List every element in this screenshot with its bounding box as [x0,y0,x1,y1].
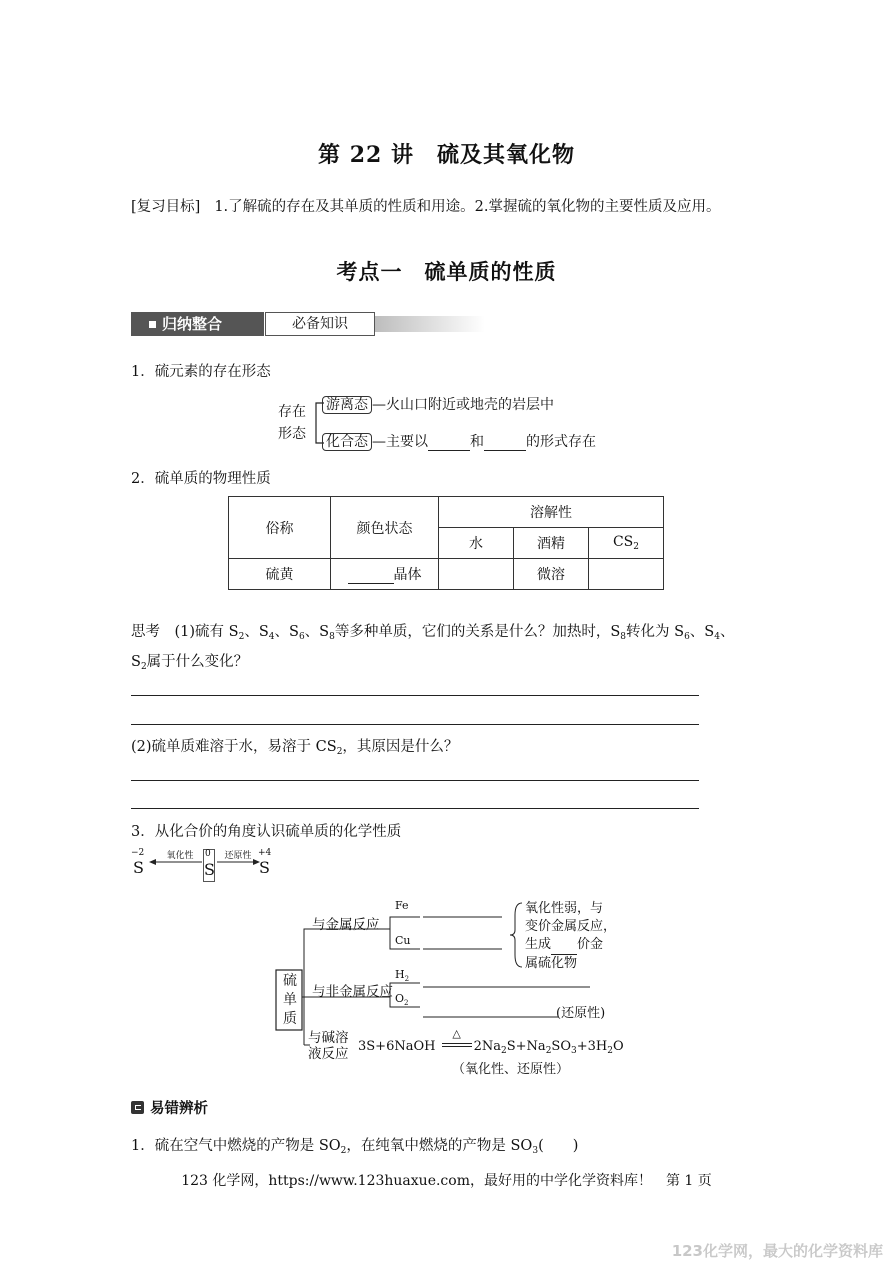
banner-fade [375,316,485,332]
review-goal-text: 1.了解硫的存在及其单质的性质和用途。2.掌握硫的氧化物的主要性质及应用。 [214,199,721,215]
item1-free-row: 游离态 —火山口附近或地壳的岩层中 [322,394,554,414]
page-title: 第 22 讲 硫及其氧化物 [318,142,575,168]
answer-line-2 [131,724,699,725]
answer-line-4 [131,808,699,809]
td-state: 晶体 [331,559,439,590]
h2-label: $H_2$ [395,968,410,983]
th-cs2: $CS_2$ [589,528,664,559]
review-goal-tag: [复习目标] [131,199,201,215]
blank-2 [484,434,526,451]
center-sulfur: 硫 单 质 [283,973,297,1027]
s-right-charge: +4 [258,848,272,858]
review-goal [131,195,721,216]
item1-heading: 1．硫元素的存在形态 [131,364,271,380]
section-banner [131,312,486,338]
branch-nonmetal: 与非金属反应 [312,984,393,1000]
combined-state-box: 化合态 [322,433,372,451]
answer-line-1 [131,695,699,696]
square-icon [149,321,156,328]
th-solubility: 溶解性 [439,497,664,528]
s-mid-charge: 0 [205,849,211,859]
page-footer: 123 化学网，https://www.123huaxue.com，最好用的中学化学资料库！ 第 1 页 [181,1173,712,1189]
item3-heading: 3．从化合价的角度认识硫单质的化学性质 [131,824,402,840]
sulfur-properties-table [228,496,664,590]
td-name: 硫黄 [229,559,331,590]
pitfall-q1: 1．硫在空气中燃烧的产物是 $SO_2$，在纯氧中燃烧的产物是 $SO_3$( ) [131,1138,579,1156]
s-left: S [133,858,144,877]
heat-arrow: △ [440,1039,474,1054]
s-right: S [259,858,270,877]
left-arrow [148,858,203,866]
arrow-left-label: 氧化性 [166,851,194,861]
td-alcohol: 微溶 [514,559,589,590]
cu-label: Cu [395,934,411,947]
branch-base: 与碱溶 液反应 [308,1030,349,1062]
metal-note: 氧化性弱，与 变价金属反应， 生成 价金 属硫化物 [525,901,617,971]
th-water: 水 [439,528,514,559]
item1-left-top: 存在 [278,404,306,420]
answer-line-3 [131,780,699,781]
th-alcohol: 酒精 [514,528,589,559]
item1-left-bottom: 形态 [278,426,306,442]
th-name: 俗称 [229,497,331,559]
section-title: 考点一 硫单质的性质 [336,259,557,284]
think-q2: (2)硫单质难溶于水，易溶于 $CS_2$，其原因是什么？ [131,739,459,757]
s-left-charge: −2 [131,848,145,858]
banner-dark-label: 归纳整合 [131,312,264,336]
watermark: 123化学网，最大的化学资料库 [671,1242,883,1260]
pitfall-icon [131,1101,144,1114]
th-state: 颜色状态 [331,497,439,559]
td-cs2 [589,559,664,590]
think-q1-line2: $S_2$属于什么变化？ [131,654,249,672]
blank-1 [428,434,470,451]
o2-label: $O_2$ [395,992,409,1007]
td-water [439,559,514,590]
free-state-box: 游离态 [322,396,372,414]
item1-comb-row: 化合态 —主要以 和 的形式存在 [322,431,596,451]
pitfall-heading: 易错辨析 [131,1097,208,1118]
branch-metal: 与金属反应 [312,917,380,933]
fe-label: Fe [395,899,409,912]
arrow-right-label: 还原性 [224,851,252,861]
free-state-text: 火山口附近或地壳的岩层中 [386,397,554,413]
item2-heading: 2．硫单质的物理性质 [131,471,271,487]
base-equation: 3S+6NaOH △ $2Na_2S+Na_2SO_3+3H_2O$ [358,1027,624,1056]
right-arrow [216,858,261,866]
banner-light-label: 必备知识 [265,312,375,336]
reducing-note: (还原性) [556,1006,606,1021]
equation-note: （氧化性、还原性） [452,1062,570,1077]
s-mid: S [204,860,215,879]
think-q1-line1: 思考 (1)硫有 $S_2$、$S_4$、$S_6$、$S_8$等多种单质，它们的关系是什么？加热时，$S_8$转化为 $S_6$、$S_4$、 [131,624,735,642]
